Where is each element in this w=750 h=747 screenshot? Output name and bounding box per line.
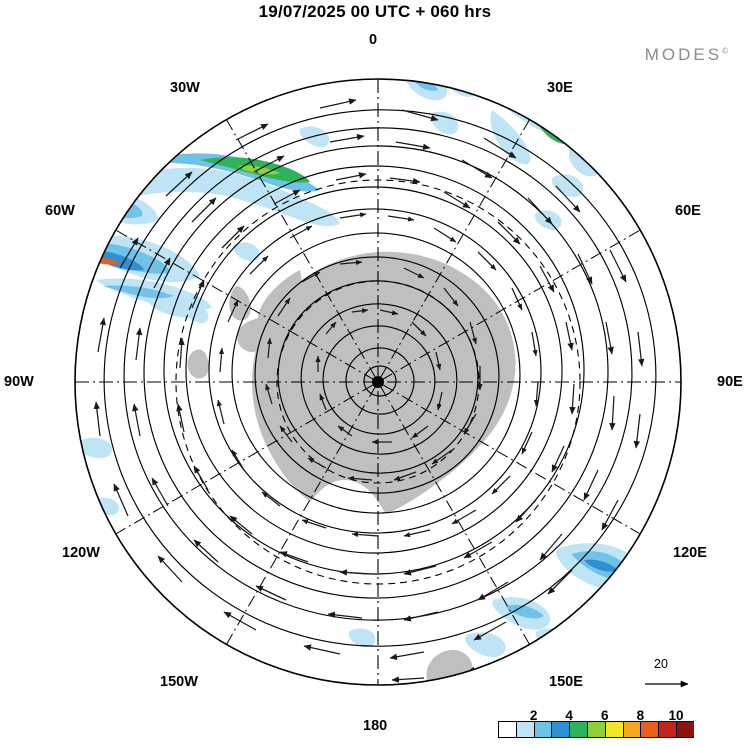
colorbar-band-4 xyxy=(569,721,587,738)
colorbar-band-0 xyxy=(498,721,516,738)
lon-label-120w: 120W xyxy=(62,545,100,561)
vector-scale-label: 20 xyxy=(654,657,668,671)
colorbar-band-9 xyxy=(658,721,676,738)
colorbar-band-1 xyxy=(516,721,534,738)
colorbar-tick-10: 10 xyxy=(668,708,684,723)
colorbar-band-8 xyxy=(640,721,658,738)
colorbar-band-3 xyxy=(551,721,569,738)
page-title: 19/07/2025 00 UTC + 060 hrs xyxy=(258,2,492,21)
colorbar-band-2 xyxy=(534,721,552,738)
copyright-mark: © xyxy=(722,46,728,56)
brand-text: MODES xyxy=(644,45,723,64)
lon-label-0: 0 xyxy=(369,32,378,48)
lon-label-60e: 60E xyxy=(675,203,701,219)
vector-scale-key xyxy=(640,657,710,695)
colorbar-tick-6: 6 xyxy=(601,708,609,723)
vector-scale-arrow xyxy=(640,657,710,695)
colorbar-band-7 xyxy=(623,721,641,738)
lon-label-60w: 60W xyxy=(45,203,75,219)
pole-marker xyxy=(372,376,384,388)
colorbar-tick-2: 2 xyxy=(529,708,538,723)
lon-label-150w: 150W xyxy=(160,674,198,690)
colorbar-band-6 xyxy=(605,721,623,738)
lon-label-30e: 30E xyxy=(547,80,573,96)
map-fields xyxy=(69,68,690,694)
lon-label-120e: 120E xyxy=(673,545,707,561)
lon-label-180: 180 xyxy=(363,718,388,734)
lon-label-90e: 90E xyxy=(717,374,743,390)
colorbar xyxy=(498,708,694,738)
lon-label-150e: 150E xyxy=(549,674,583,690)
colorbar-tick-8: 8 xyxy=(636,708,645,723)
colorbar-tick-4: 4 xyxy=(565,708,573,723)
lon-label-30w: 30W xyxy=(170,80,200,96)
colorbar-band-5 xyxy=(587,721,605,738)
colorbar-band-10 xyxy=(676,721,694,738)
lon-label-90w: 90W xyxy=(4,374,34,390)
